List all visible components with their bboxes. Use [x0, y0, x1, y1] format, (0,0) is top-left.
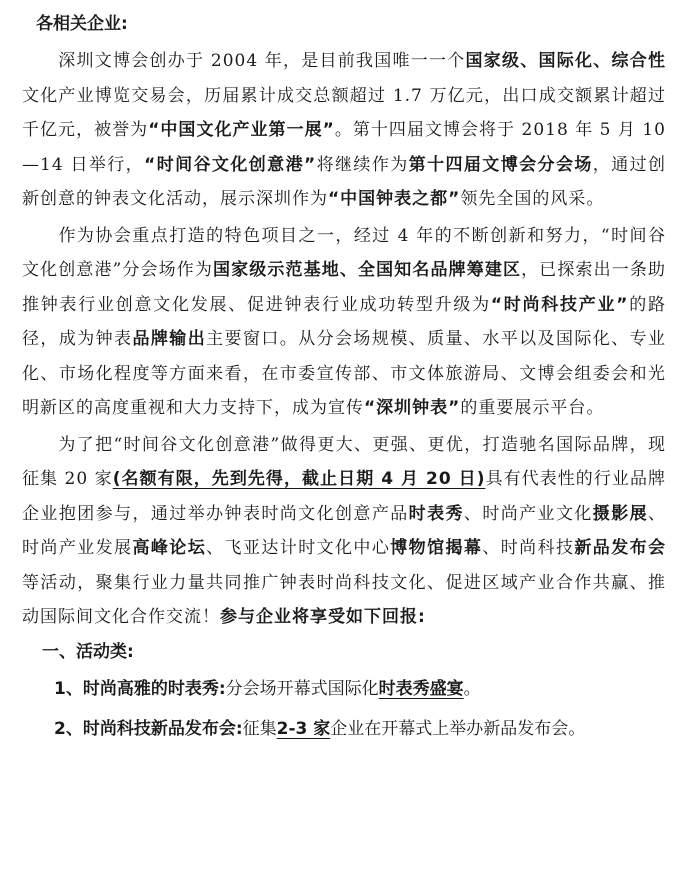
text: 、时尚产业文化 [463, 503, 593, 524]
paragraph-project [22, 219, 666, 426]
text: 分会场开幕式国际化 [225, 679, 379, 699]
bold-text: “中国钟表之都” [328, 189, 461, 209]
text: 作为协会重点打造的特色项目之一，经过 4 年的不断创新和努力，“时间谷文化创意港”分会场作为 [22, 225, 666, 280]
text: 为了把“时间谷文化创意港”做得更大、更强、更优，打造驰名国际品牌，现征集 20 家 [22, 434, 666, 489]
bold-text: 摄影展 [592, 503, 649, 524]
text: 、时尚产业发展 [22, 503, 667, 558]
text: 将继续作为 [316, 154, 409, 175]
item-label: 2、时尚科技新品发布会: [54, 719, 243, 739]
paragraph-recruitment [22, 428, 666, 635]
bold-text: “深圳钟表” [364, 398, 461, 418]
section-heading: 一、活动类: [42, 641, 134, 662]
text: 。 [463, 679, 481, 699]
text: 的重要展示平台。 [460, 398, 605, 418]
text: 具有代表性的行业品牌企业抱团参与，通过举办钟表时尚文化创意产品 [22, 469, 666, 524]
paragraph-intro [22, 44, 666, 217]
text: 深圳文博会创办于 2004 年，是目前我国唯一一个 [58, 51, 466, 71]
bold-text: “中国文化产业第一展” [148, 120, 335, 140]
bold-text: 国家级、国际化、综合性 [465, 51, 667, 71]
bold-text: 高峰论坛 [132, 538, 207, 558]
bold-underlined-text: 时表秀盛宴 [378, 679, 464, 699]
bold-underlined-text: (名额有限，先到先得，截止日期 4 月 20 日) [112, 469, 486, 489]
bold-text: 品牌输出 [132, 329, 207, 349]
item-label: 1、时尚高雅的时表秀: [54, 679, 226, 699]
text: ，通过创新创意的钟表文化活动，展示深圳作为 [22, 154, 667, 209]
bold-text: 新品发布会 [574, 538, 667, 558]
text: 、飞亚达计时文化中心 [206, 538, 391, 558]
list-item-product-launch [22, 709, 666, 749]
bold-text: 参与企业将享受如下回报: [220, 607, 426, 627]
bold-text: 国家级示范基地、全国知名品牌筹建区 [213, 260, 522, 280]
text: 领先全国的风采。 [460, 189, 605, 209]
bold-text: 第十四届文博会分会场 [408, 154, 593, 175]
salutation: 各相关企业: [36, 14, 128, 34]
text: ，已探索出一条助推钟表行业创意文化发展、促进钟表行业成功转型升级为 [22, 260, 666, 315]
bold-text: 博物馆揭幕 [390, 538, 483, 558]
text: 等活动，聚集行业力量共同推广钟表时尚科技文化、促进区域产业合作共赢、推动国际间文化合作交流！ [22, 572, 666, 627]
bold-text: “时尚科技产业” [490, 294, 629, 315]
text: 、时尚科技 [482, 538, 575, 558]
text: 文化产业博览交易会，历届累计成交总额超过 1.7 万亿元，出口成交额累计超过千亿元，被誉为 [22, 85, 666, 140]
bold-underlined-text: 2-3 家 [276, 719, 331, 739]
text: 征集 [242, 719, 277, 739]
list-item-fashion-show [22, 669, 666, 709]
bold-text: 时表秀 [408, 503, 464, 524]
text: 主要窗口。从分会场规模、质量、水平以及国际化、专业化、市场化程度等方面来看，在市委宣传部、市文体旅游局、文博会组委会和光明新区的高度重视和大力支持下，成为宣传 [22, 329, 667, 418]
bold-text: “时间谷文化创意港” [144, 154, 317, 175]
text: 。第十四届文博会将于 2018 年 5 月 10—14 日举行， [22, 120, 666, 175]
text: 企业在开幕式上举办新品发布会。 [330, 719, 586, 739]
text: 的路径，成为钟表 [22, 294, 666, 349]
